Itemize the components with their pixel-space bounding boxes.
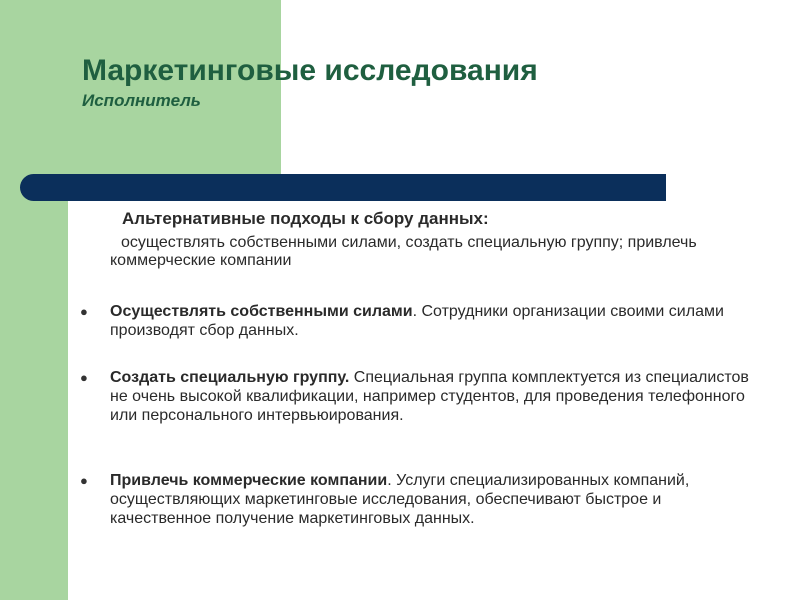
bullet-item-title: Привлечь коммерческие компании	[110, 472, 388, 489]
bullet-item-own-resources	[110, 302, 750, 340]
intro-heading: Альтернативные подходы к сбору данных:	[122, 209, 489, 228]
bullet-item-title: Создать специальную группу.	[110, 369, 350, 386]
bullet-item-text: . Сотрудники организации своими силами производят сбор данных.	[110, 303, 724, 339]
bullet-item-text: Специальная группа комплектуется из специалистов не очень высокой квалификации, например студентов, для проведения телефонного или персонального интервьюирования.	[110, 369, 749, 424]
slide-subtitle: Исполнитель	[82, 91, 201, 110]
bullet-item-commercial-companies	[110, 471, 750, 528]
bullet-item-title: Осуществлять собственными силами	[110, 303, 413, 320]
bullet-item-special-group	[110, 368, 750, 425]
bullet-icon: ●	[80, 473, 88, 488]
bullet-item-text: . Услуги специализированных компаний, осуществляющих маркетинговые исследования, обеспечивают быстрое и качественное получение маркетинговых данных.	[110, 472, 690, 527]
bullet-icon: ●	[80, 304, 88, 319]
slide-title: Маркетинговые исследования	[82, 54, 538, 87]
bullet-icon: ●	[80, 370, 88, 385]
intro-text: осуществлять собственными силами, создать специальную группу; привлечь коммерческие компании	[110, 234, 697, 269]
